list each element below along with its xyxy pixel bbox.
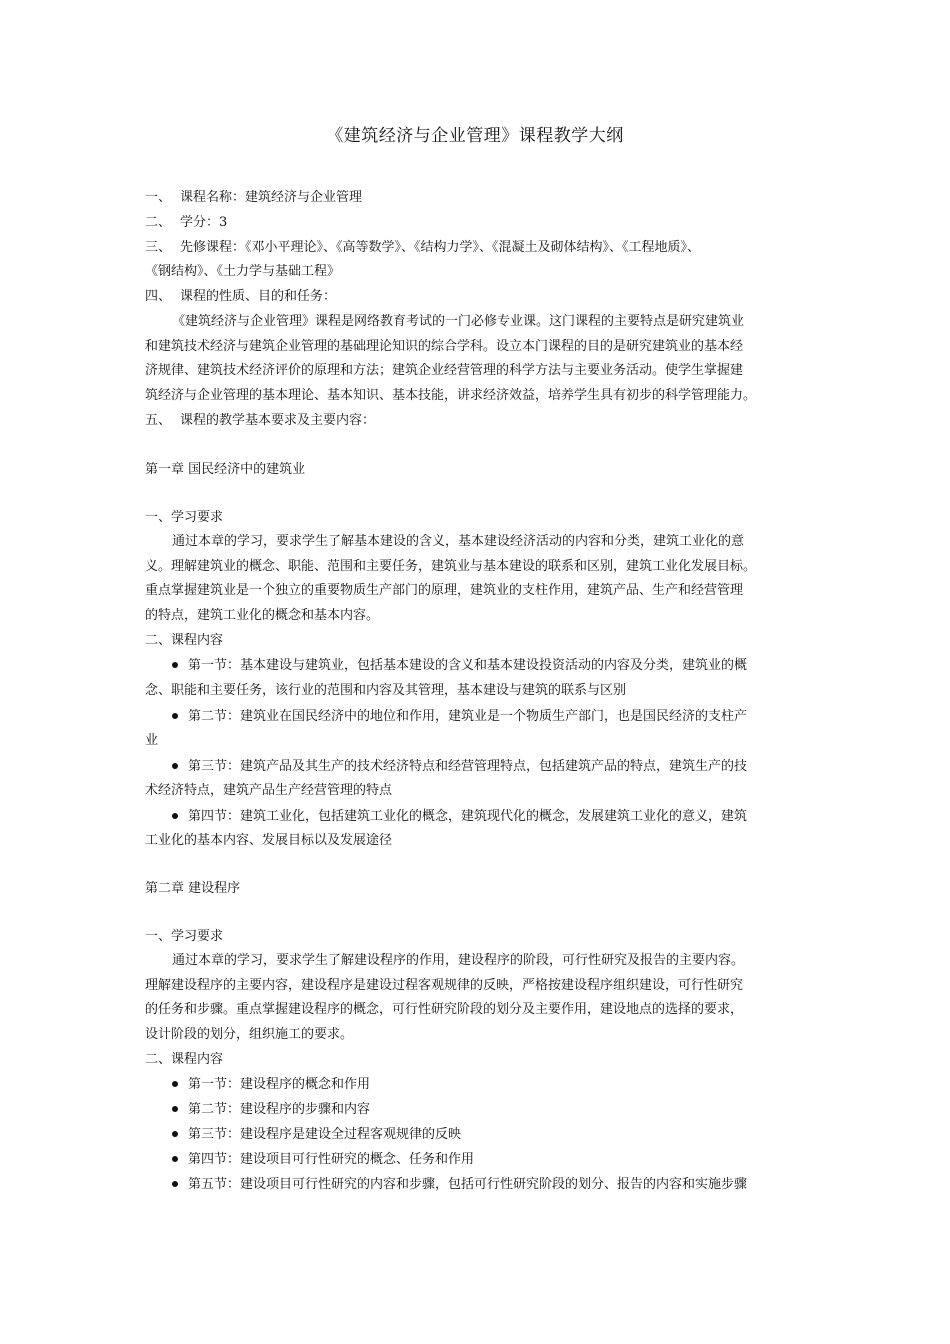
paragraph-line: 济规律、建筑技术经济评价的原理和方法；建筑企业经营管理的科学方法与主要业务活动。使学生掌握建: [145, 363, 744, 378]
bullet-icon: [172, 813, 178, 819]
list-item: 第二节：建筑业在国民经济中的地位和作用，建筑业是一个物质生产部门，也是国民经济的支柱产: [172, 707, 747, 727]
bullet-icon: [172, 763, 178, 769]
bullet-icon: [172, 1156, 178, 1162]
item-prerequisites: 先修课程：《邓小平理论》、《高等数学》、《结构力学》、《混凝土及砌体结构》、《工程地质》、: [180, 240, 701, 255]
paragraph-line: 义。理解建筑业的概念、职能、范围和主要任务，建筑业与基本建设的联系和区别，建筑工业化发展目标。: [145, 559, 757, 574]
section-heading: 二、课程内容: [145, 633, 224, 648]
paragraph-line: 《建筑经济与企业管理》课程是网络教育考试的一门必修专业课。这门课程的主要特点是研究建筑业: [172, 314, 745, 329]
list-item: 第一节：建设程序的概念和作用: [172, 1075, 370, 1095]
chapter-heading: 第一章 国民经济中的建筑业: [145, 462, 306, 477]
list-item: 第二节：建设程序的步骤和内容: [172, 1100, 370, 1120]
section-heading: 二、课程内容: [145, 1052, 224, 1067]
list-item: 第四节：建筑工业化，包括建筑工业化的概念，建筑现代化的概念，发展建筑工业化的意义，建筑: [172, 807, 747, 827]
list-item-cont: 念、职能和主要任务，该行业的范围和内容及其管理，基本建设与建筑的联系与区别: [145, 683, 627, 698]
bullet-icon: [172, 1131, 178, 1137]
paragraph-line: 和建筑技术经济与建筑企业管理的基础理论知识的综合学科。设立本门课程的目的是研究建筑业的基本经: [145, 339, 744, 354]
paragraph-line: 通过本章的学习，要求学生了解建设程序的作用，建设程序的阶段，可行性研究及报告的主要内容。: [172, 953, 745, 968]
item-number: 一、: [145, 190, 172, 205]
list-item: 第一节：基本建设与建筑业，包括基本建设的含义和基本建设投资活动的内容及分类，建筑业的概: [172, 656, 747, 676]
section-heading: 一、学习要求: [145, 510, 224, 525]
item-prerequisites-cont: 《钢结构》、《土力学与基础工程》: [145, 264, 341, 279]
item-nature-purpose: 课程的性质、目的和任务：: [180, 289, 337, 304]
item-course-name: 课程名称：建筑经济与企业管理: [180, 190, 363, 205]
list-item-cont: 工业化的基本内容、发展目标以及发展途径: [145, 833, 393, 848]
bullet-icon: [172, 1081, 178, 1087]
section-heading: 一、学习要求: [145, 929, 224, 944]
list-item-cont: 术经济特点，建筑产品生产经营管理的特点: [145, 783, 393, 798]
item-number: 三、: [145, 240, 172, 255]
list-item: 第四节：建设项目可行性研究的概念、任务和作用: [172, 1150, 474, 1170]
document-title: 《建筑经济与企业管理》课程教学大纲: [326, 126, 624, 146]
list-item: 第三节：建设程序是建设全过程客观规律的反映: [172, 1125, 461, 1145]
chapter-heading: 第二章 建设程序: [145, 881, 241, 896]
item-number: 二、: [145, 215, 172, 230]
paragraph-line: 通过本章的学习，要求学生了解基本建设的含义，基本建设经济活动的内容和分类，建筑工业化的意: [172, 534, 745, 549]
paragraph-line: 筑经济与企业管理的基本理论、基本知识、基本技能，讲求经济效益，培养学生具有初步的科学管理能力。: [145, 388, 757, 403]
paragraph-line: 理解建设程序的主要内容，建设程序是建设过程客观规律的反映，严格按建设程序组织建设，可行性研究: [145, 978, 744, 993]
bullet-icon: [172, 1181, 178, 1187]
list-item: 第五节：建设项目可行性研究的内容和步骤，包括可行性研究阶段的划分、报告的内容和实施步骤: [172, 1175, 747, 1195]
paragraph-line: 的特点，建筑工业化的概念和基本内容。: [145, 608, 380, 623]
bullet-icon: [172, 662, 178, 668]
item-number: 五、: [145, 413, 172, 428]
bullet-icon: [172, 713, 178, 719]
paragraph-line: 的任务和步骤。重点掌握建设程序的概念，可行性研究阶段的划分及主要作用，建设地点的选择的要求，: [145, 1002, 744, 1017]
item-number: 四、: [145, 289, 172, 304]
list-item-cont: 业: [145, 733, 159, 748]
item-requirements: 课程的教学基本要求及主要内容：: [180, 413, 376, 428]
item-credits: 学分：3: [180, 215, 228, 230]
list-item: 第三节：建筑产品及其生产的技术经济特点和经营管理特点，包括建筑产品的特点，建筑生产的技: [172, 757, 747, 777]
paragraph-line: 设计阶段的划分，组织施工的要求。: [145, 1027, 354, 1042]
bullet-icon: [172, 1106, 178, 1112]
paragraph-line: 重点掌握建筑业是一个独立的重要物质生产部门的原理，建筑业的支柱作用，建筑产品、生产和经营管理: [145, 583, 744, 598]
